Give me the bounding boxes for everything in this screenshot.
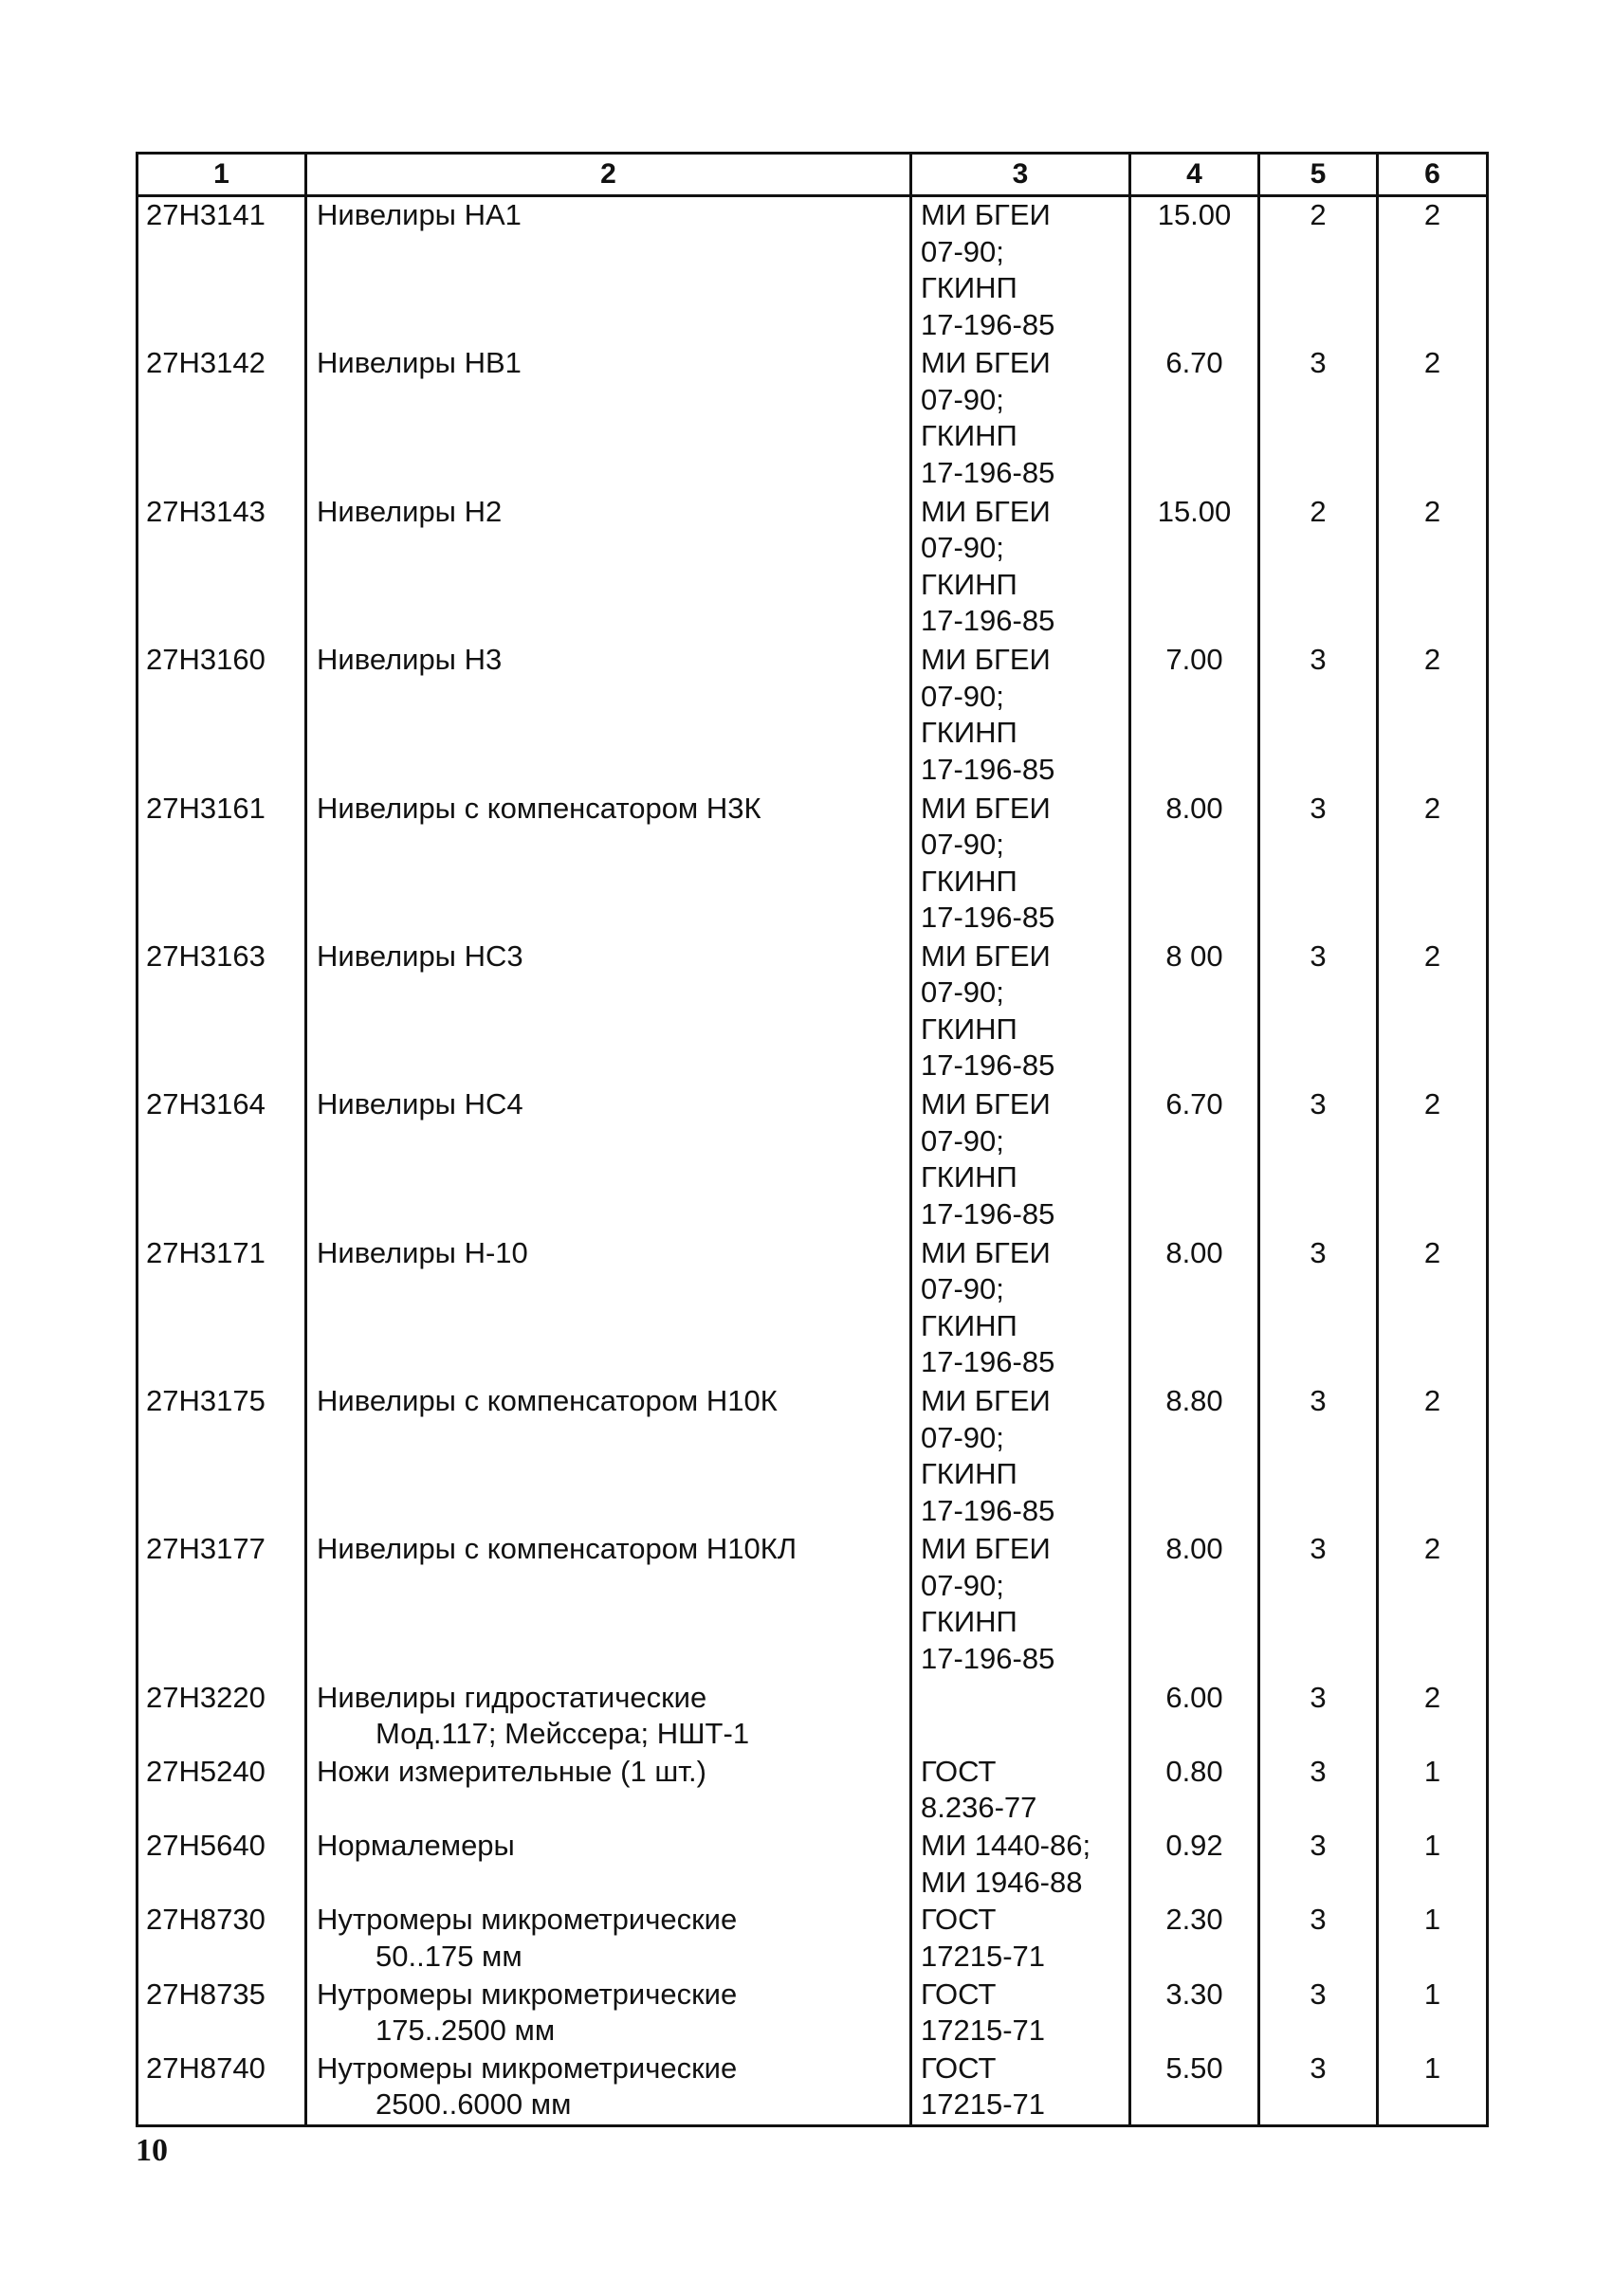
standard-line: МИ БГЕИ (921, 1235, 1051, 1269)
filler-cell (911, 2124, 1130, 2126)
item-name-line: Ножи измерительные (1 шт.) (317, 1754, 706, 1788)
item-name-line: 2500..6000 мм (376, 2087, 572, 2122)
value-col6: 2 (1423, 1384, 1441, 1418)
value-col4-cell (1130, 1902, 1259, 1976)
standard-line: МИ БГЕИ (921, 1087, 1051, 1121)
item-name-cell (306, 494, 911, 642)
filler-cell (137, 2124, 306, 2126)
value-col6-cell (1378, 1754, 1488, 1828)
standard-cell (911, 345, 1130, 493)
item-code: 27Н3175 (146, 1384, 266, 1418)
value-col4: 5.50 (1165, 2050, 1223, 2085)
value-col6: 2 (1423, 494, 1441, 528)
item-name-line: Нивелиры гидростатические (317, 1680, 707, 1714)
standard-line: 17-196-85 (921, 1345, 1055, 1379)
item-code: 27Н3177 (146, 1532, 266, 1566)
item-name-line: Нормалемеры (317, 1829, 515, 1863)
value-col5-cell (1259, 938, 1378, 1086)
page-number: 10 (136, 2133, 168, 2168)
value-col5: 2 (1310, 494, 1327, 528)
item-code: 27Н3220 (146, 1680, 266, 1714)
standard-line: 17-196-85 (921, 1641, 1055, 1675)
standard-cell (911, 1680, 1130, 1754)
value-col6: 2 (1423, 1680, 1441, 1714)
item-name-line: Нивелиры с компенсатором Н10К (317, 1384, 778, 1418)
standard-line: МИ БГЕИ (921, 1384, 1051, 1418)
standard-line: 07-90; (921, 382, 1004, 416)
value-col4-cell (1130, 1828, 1259, 1902)
value-col4-cell (1130, 1086, 1259, 1234)
value-col6-cell (1378, 1086, 1488, 1234)
item-code: 27Н5640 (146, 1829, 266, 1863)
table-row (137, 1977, 1488, 2050)
standard-line: ГКИНП (921, 864, 1017, 898)
value-col4-cell (1130, 1531, 1259, 1679)
value-col5-cell (1259, 494, 1378, 642)
item-code-cell (137, 196, 306, 346)
item-code-cell (137, 1086, 306, 1234)
value-col6-cell (1378, 196, 1488, 346)
standard-cell (911, 196, 1130, 346)
value-col6: 1 (1423, 1977, 1441, 2011)
item-code: 27Н3160 (146, 643, 266, 677)
item-code: 27Н8735 (146, 1977, 266, 2011)
value-col5-cell (1259, 1828, 1378, 1902)
standard-cell (911, 1383, 1130, 1531)
value-col6-cell (1378, 642, 1488, 790)
value-col5: 3 (1310, 1903, 1327, 1937)
value-col4: 8 00 (1165, 938, 1223, 973)
value-col5-cell (1259, 1754, 1378, 1828)
standard-line: ГОСТ (921, 1903, 997, 1937)
item-code-cell (137, 1680, 306, 1754)
item-name-line: 175..2500 мм (376, 2014, 556, 2048)
item-code-cell (137, 1531, 306, 1679)
value-col4: 7.00 (1165, 643, 1223, 677)
value-col6: 2 (1423, 1532, 1441, 1566)
standard-cell (911, 1086, 1130, 1234)
item-code: 27Н8730 (146, 1903, 266, 1937)
value-col6-cell (1378, 938, 1488, 1086)
item-name-line: Нивелиры с компенсатором Н10КЛ (317, 1532, 797, 1566)
filler-cell (1259, 2124, 1378, 2126)
standard-line: 07-90; (921, 1420, 1004, 1454)
value-col4-cell (1130, 1235, 1259, 1383)
value-col5-cell (1259, 196, 1378, 346)
table-row (137, 1680, 1488, 1754)
filler-cell (1130, 2124, 1259, 2126)
value-col6: 2 (1423, 198, 1441, 231)
item-name-line: Нивелиры Н3 (317, 643, 503, 677)
table-filler-row (137, 2124, 1488, 2126)
item-name-cell (306, 345, 911, 493)
table-row (137, 938, 1488, 1086)
standard-line: 17-196-85 (921, 455, 1055, 489)
value-col5: 3 (1310, 1754, 1327, 1788)
item-name-cell (306, 1977, 911, 2050)
value-col4-cell (1130, 791, 1259, 938)
value-col5: 3 (1310, 938, 1327, 973)
value-col6: 2 (1423, 346, 1441, 380)
value-col4-cell (1130, 494, 1259, 642)
standard-line: ГКИНП (921, 716, 1017, 750)
standard-line: МИ 1440-86; (921, 1829, 1091, 1863)
item-code-cell (137, 1235, 306, 1383)
item-code: 27Н3141 (146, 198, 266, 231)
standard-line: МИ БГЕИ (921, 791, 1051, 825)
value-col5-cell (1259, 642, 1378, 790)
standard-line: 17215-71 (921, 1939, 1046, 1973)
table-row (137, 2050, 1488, 2124)
value-col4: 6.70 (1165, 1087, 1223, 1121)
item-code: 27Н8740 (146, 2050, 266, 2085)
value-col4-cell (1130, 345, 1259, 493)
item-name-cell (306, 791, 911, 938)
standard-line: 07-90; (921, 679, 1004, 713)
item-code-cell (137, 1977, 306, 2050)
value-col5-cell (1259, 791, 1378, 938)
value-col6: 1 (1423, 2050, 1441, 2085)
value-col6-cell (1378, 1828, 1488, 1902)
standard-line: МИ БГЕИ (921, 1532, 1051, 1566)
item-name-line: Нивелиры НВ1 (317, 346, 522, 380)
value-col5-cell (1259, 1680, 1378, 1754)
filler-cell (306, 2124, 911, 2126)
table-body (137, 196, 1488, 2126)
value-col6: 1 (1423, 1754, 1441, 1788)
value-col6: 1 (1423, 1903, 1441, 1937)
table-row (137, 642, 1488, 790)
standard-line: 8.236-77 (921, 1791, 1037, 1825)
table-row (137, 1531, 1488, 1679)
item-code-cell (137, 494, 306, 642)
value-col6-cell (1378, 1977, 1488, 2050)
value-col6-cell (1378, 2050, 1488, 2124)
item-name-line: Нивелиры с компенсатором Н3К (317, 791, 761, 825)
standard-line: МИ БГЕИ (921, 643, 1051, 677)
value-col4-cell (1130, 1680, 1259, 1754)
value-col5-cell (1259, 1531, 1378, 1679)
table-row (137, 1086, 1488, 1234)
column-header-4: 4 (1130, 154, 1259, 196)
standard-line: 07-90; (921, 531, 1004, 565)
value-col4: 3.30 (1165, 1977, 1223, 2011)
value-col5-cell (1259, 1902, 1378, 1976)
value-col4-cell (1130, 1977, 1259, 2050)
item-name-cell (306, 196, 911, 346)
standard-cell (911, 1902, 1130, 1976)
value-col4-cell (1130, 938, 1259, 1086)
standard-line: 07-90; (921, 234, 1004, 268)
standard-line: ГКИНП (921, 1011, 1017, 1046)
table-row (137, 1383, 1488, 1531)
value-col4-cell (1130, 1383, 1259, 1531)
item-code-cell (137, 2050, 306, 2124)
item-code-cell (137, 1754, 306, 1828)
value-col5: 3 (1310, 791, 1327, 825)
value-col6-cell (1378, 1235, 1488, 1383)
standard-line: ГКИНП (921, 419, 1017, 453)
standard-line: 17-196-85 (921, 1196, 1055, 1230)
table-row (137, 1754, 1488, 1828)
standard-cell (911, 494, 1130, 642)
value-col6-cell (1378, 1680, 1488, 1754)
item-name-cell (306, 1902, 911, 1976)
column-header-5: 5 (1259, 154, 1378, 196)
value-col6-cell (1378, 1531, 1488, 1679)
item-code-cell (137, 1902, 306, 1976)
item-name-cell (306, 938, 911, 1086)
value-col4: 15.00 (1157, 494, 1232, 528)
item-code: 27Н3164 (146, 1087, 266, 1121)
value-col4: 6.00 (1165, 1680, 1223, 1714)
item-name-cell (306, 1680, 911, 1754)
item-code: 27Н5240 (146, 1754, 266, 1788)
standard-line: МИ БГЕИ (921, 938, 1051, 973)
standard-line: 07-90; (921, 828, 1004, 862)
item-code: 27Н3161 (146, 791, 266, 825)
column-header-2: 2 (306, 154, 911, 196)
item-name-cell (306, 1531, 911, 1679)
value-col6-cell (1378, 494, 1488, 642)
standard-line: 07-90; (921, 1568, 1004, 1602)
item-code: 27Н3142 (146, 346, 266, 380)
table-row (137, 1828, 1488, 1902)
value-col5: 2 (1310, 198, 1327, 231)
standard-cell (911, 1235, 1130, 1383)
table-row (137, 1235, 1488, 1383)
value-col4-cell (1130, 196, 1259, 346)
value-col5: 3 (1310, 643, 1327, 677)
value-col4: 0.80 (1165, 1754, 1223, 1788)
standard-line: 17-196-85 (921, 1048, 1055, 1083)
standard-cell (911, 938, 1130, 1086)
table-row (137, 345, 1488, 493)
standard-line: МИ БГЕИ (921, 494, 1051, 528)
value-col4: 0.92 (1165, 1829, 1223, 1863)
value-col6-cell (1378, 1902, 1488, 1976)
value-col5: 3 (1310, 346, 1327, 380)
table-header-row (137, 154, 1488, 196)
standard-line: 17-196-85 (921, 901, 1055, 935)
item-name-line: 50..175 мм (376, 1939, 522, 1973)
value-col5: 3 (1310, 1235, 1327, 1269)
item-name-line: Нутромеры микрометрические (317, 1903, 738, 1937)
value-col5: 3 (1310, 1532, 1327, 1566)
value-col5-cell (1259, 1086, 1378, 1234)
item-code-cell (137, 1828, 306, 1902)
table-row (137, 1902, 1488, 1976)
value-col5-cell (1259, 1383, 1378, 1531)
column-header-3: 3 (911, 154, 1130, 196)
value-col4: 8.00 (1165, 791, 1223, 825)
value-col4: 15.00 (1157, 198, 1232, 231)
standard-cell (911, 1754, 1130, 1828)
standard-line: ГОСТ (921, 1754, 997, 1788)
standard-cell (911, 791, 1130, 938)
standard-line: 17215-71 (921, 2014, 1046, 2048)
value-col4: 8.00 (1165, 1532, 1223, 1566)
standard-line: 17-196-85 (921, 1493, 1055, 1527)
item-code-cell (137, 938, 306, 1086)
standard-line: 07-90; (921, 1272, 1004, 1306)
value-col6-cell (1378, 1383, 1488, 1531)
item-name-cell (306, 1383, 911, 1531)
standard-line: 07-90; (921, 975, 1004, 1010)
standard-cell (911, 642, 1130, 790)
standard-line: МИ БГЕИ (921, 346, 1051, 380)
table-row (137, 494, 1488, 642)
item-name-cell (306, 2050, 911, 2124)
standard-cell (911, 1828, 1130, 1902)
item-name-line: Мод.117; Мейссера; НШТ-1 (376, 1717, 750, 1751)
item-name-line: Нивелиры Н-10 (317, 1235, 528, 1269)
table-row (137, 196, 1488, 346)
value-col5-cell (1259, 2050, 1378, 2124)
value-col4-cell (1130, 2050, 1259, 2124)
value-col6: 2 (1423, 1235, 1441, 1269)
standard-line: ГОСТ (921, 1977, 997, 2011)
table-row (137, 791, 1488, 938)
value-col5: 3 (1310, 1087, 1327, 1121)
value-col6-cell (1378, 345, 1488, 493)
standard-cell (911, 1531, 1130, 1679)
item-name-cell (306, 1828, 911, 1902)
value-col6: 2 (1423, 791, 1441, 825)
value-col4: 6.70 (1165, 346, 1223, 380)
value-col5-cell (1259, 1235, 1378, 1383)
item-name-cell (306, 642, 911, 790)
value-col4: 2.30 (1165, 1903, 1223, 1937)
standard-line: ГКИНП (921, 1605, 1017, 1639)
item-code: 27Н3163 (146, 938, 266, 973)
value-col4-cell (1130, 1754, 1259, 1828)
standard-cell (911, 2050, 1130, 2124)
item-name-line: Нивелиры Н2 (317, 494, 503, 528)
value-col5-cell (1259, 1977, 1378, 2050)
standard-line: ГОСТ (921, 2050, 997, 2085)
item-code: 27Н3143 (146, 494, 266, 528)
filler-cell (1378, 2124, 1488, 2126)
value-col5: 3 (1310, 1384, 1327, 1418)
item-name-line: Нивелиры НА1 (317, 198, 522, 231)
standard-line: 07-90; (921, 1123, 1004, 1157)
item-code: 27Н3171 (146, 1235, 266, 1269)
item-code-cell (137, 791, 306, 938)
value-col6: 2 (1423, 1087, 1441, 1121)
instrument-table (136, 152, 1489, 2127)
item-code-cell (137, 345, 306, 493)
item-name-cell (306, 1754, 911, 1828)
value-col4: 8.80 (1165, 1384, 1223, 1418)
value-col5: 3 (1310, 1977, 1327, 2011)
value-col4: 8.00 (1165, 1235, 1223, 1269)
item-name-line: Нивелиры НС3 (317, 938, 523, 973)
item-name-line: Нутромеры микрометрические (317, 2050, 738, 2085)
value-col5: 3 (1310, 1829, 1327, 1863)
standard-line: ГКИНП (921, 567, 1017, 601)
value-col6: 2 (1423, 938, 1441, 973)
item-name-line: Нивелиры НС4 (317, 1087, 523, 1121)
standard-line: 17-196-85 (921, 752, 1055, 786)
standard-line: ГКИНП (921, 1457, 1017, 1491)
standard-cell (911, 1977, 1130, 2050)
item-code-cell (137, 1383, 306, 1531)
standard-line: 17-196-85 (921, 604, 1055, 638)
value-col6: 2 (1423, 643, 1441, 677)
value-col5: 3 (1310, 2050, 1327, 2085)
standard-line: ГКИНП (921, 1160, 1017, 1194)
value-col6-cell (1378, 791, 1488, 938)
value-col5: 3 (1310, 1680, 1327, 1714)
column-header-6: 6 (1378, 154, 1488, 196)
column-header-1: 1 (137, 154, 306, 196)
standard-line: 17-196-85 (921, 307, 1055, 341)
item-name-cell (306, 1086, 911, 1234)
standard-line: 17215-71 (921, 2087, 1046, 2122)
standard-line: МИ БГЕИ (921, 198, 1051, 231)
value-col5-cell (1259, 345, 1378, 493)
item-name-cell (306, 1235, 911, 1383)
value-col4-cell (1130, 642, 1259, 790)
item-code-cell (137, 642, 306, 790)
item-name-line: Нутромеры микрометрические (317, 1977, 738, 2011)
standard-line: МИ 1946-88 (921, 1865, 1083, 1899)
value-col6: 1 (1423, 1829, 1441, 1863)
standard-line: ГКИНП (921, 271, 1017, 304)
standard-line: ГКИНП (921, 1308, 1017, 1342)
